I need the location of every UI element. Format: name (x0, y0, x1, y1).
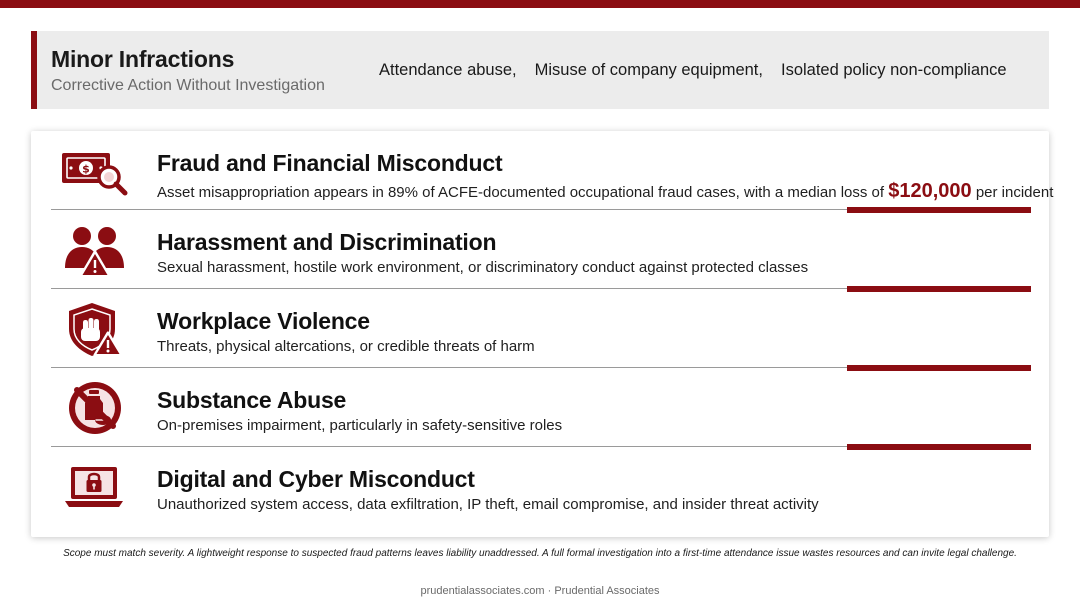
people-warning-icon (59, 222, 131, 278)
category-row-substance (31, 368, 1049, 447)
category-title: Fraud and Financial Misconduct (157, 150, 503, 176)
example-item: Isolated policy non-compliance (780, 61, 1007, 79)
minor-infractions-panel (31, 31, 1049, 109)
top-accent-bar (0, 0, 1080, 8)
category-description: Unauthorized system access, data exfiltration, IP theft, email compromise, and insider threat activity (157, 496, 819, 513)
category-row-cyber (31, 447, 1049, 526)
misconduct-categories-card (31, 131, 1054, 537)
example-item: Attendance abuse, (379, 61, 517, 79)
shield-fist-warning-icon (59, 301, 131, 357)
category-description (157, 180, 1053, 203)
category-title: Substance Abuse (157, 387, 347, 413)
median-loss-highlight: $120,000 (888, 180, 972, 202)
category-description: Sexual harassment, hostile work environment, or discriminatory conduct against protected classes (157, 259, 809, 276)
category-row-fraud (31, 131, 1054, 210)
description-suffix: per incident (975, 184, 1054, 201)
footnote: Scope must match severity. A lightweight response to suspected fraud patterns leaves liability unaddressed. A full formal investigation into a first-time attendance issue wastes resources and can invite legal challenge. (63, 548, 1017, 559)
example-item: Misuse of company equipment, (534, 61, 763, 79)
money-magnifier-icon (59, 143, 131, 199)
minor-infractions-title: Minor Infractions (51, 46, 235, 72)
category-description: Threats, physical altercations, or credible threats of harm (157, 338, 535, 355)
minor-infractions-examples (379, 61, 1007, 80)
category-row-violence (31, 289, 1049, 368)
description-text: Asset misappropriation appears in 89% of ACFE-documented occupational fraud cases, with a median loss of (157, 184, 885, 201)
category-row-harassment (31, 210, 1049, 289)
no-drugs-icon (59, 380, 131, 436)
svg-text:$: $ (82, 162, 90, 176)
panel-accent-bar (31, 31, 37, 109)
category-title: Harassment and Discrimination (157, 229, 497, 255)
category-title: Workplace Violence (157, 308, 370, 334)
category-title: Digital and Cyber Misconduct (157, 466, 475, 492)
laptop-lock-icon (59, 459, 131, 515)
category-description: On-premises impairment, particularly in safety-sensitive roles (157, 417, 563, 434)
minor-infractions-subtitle: Corrective Action Without Investigation (51, 77, 325, 94)
source-line: prudentialassociates.com · Prudential Associates (420, 585, 660, 597)
